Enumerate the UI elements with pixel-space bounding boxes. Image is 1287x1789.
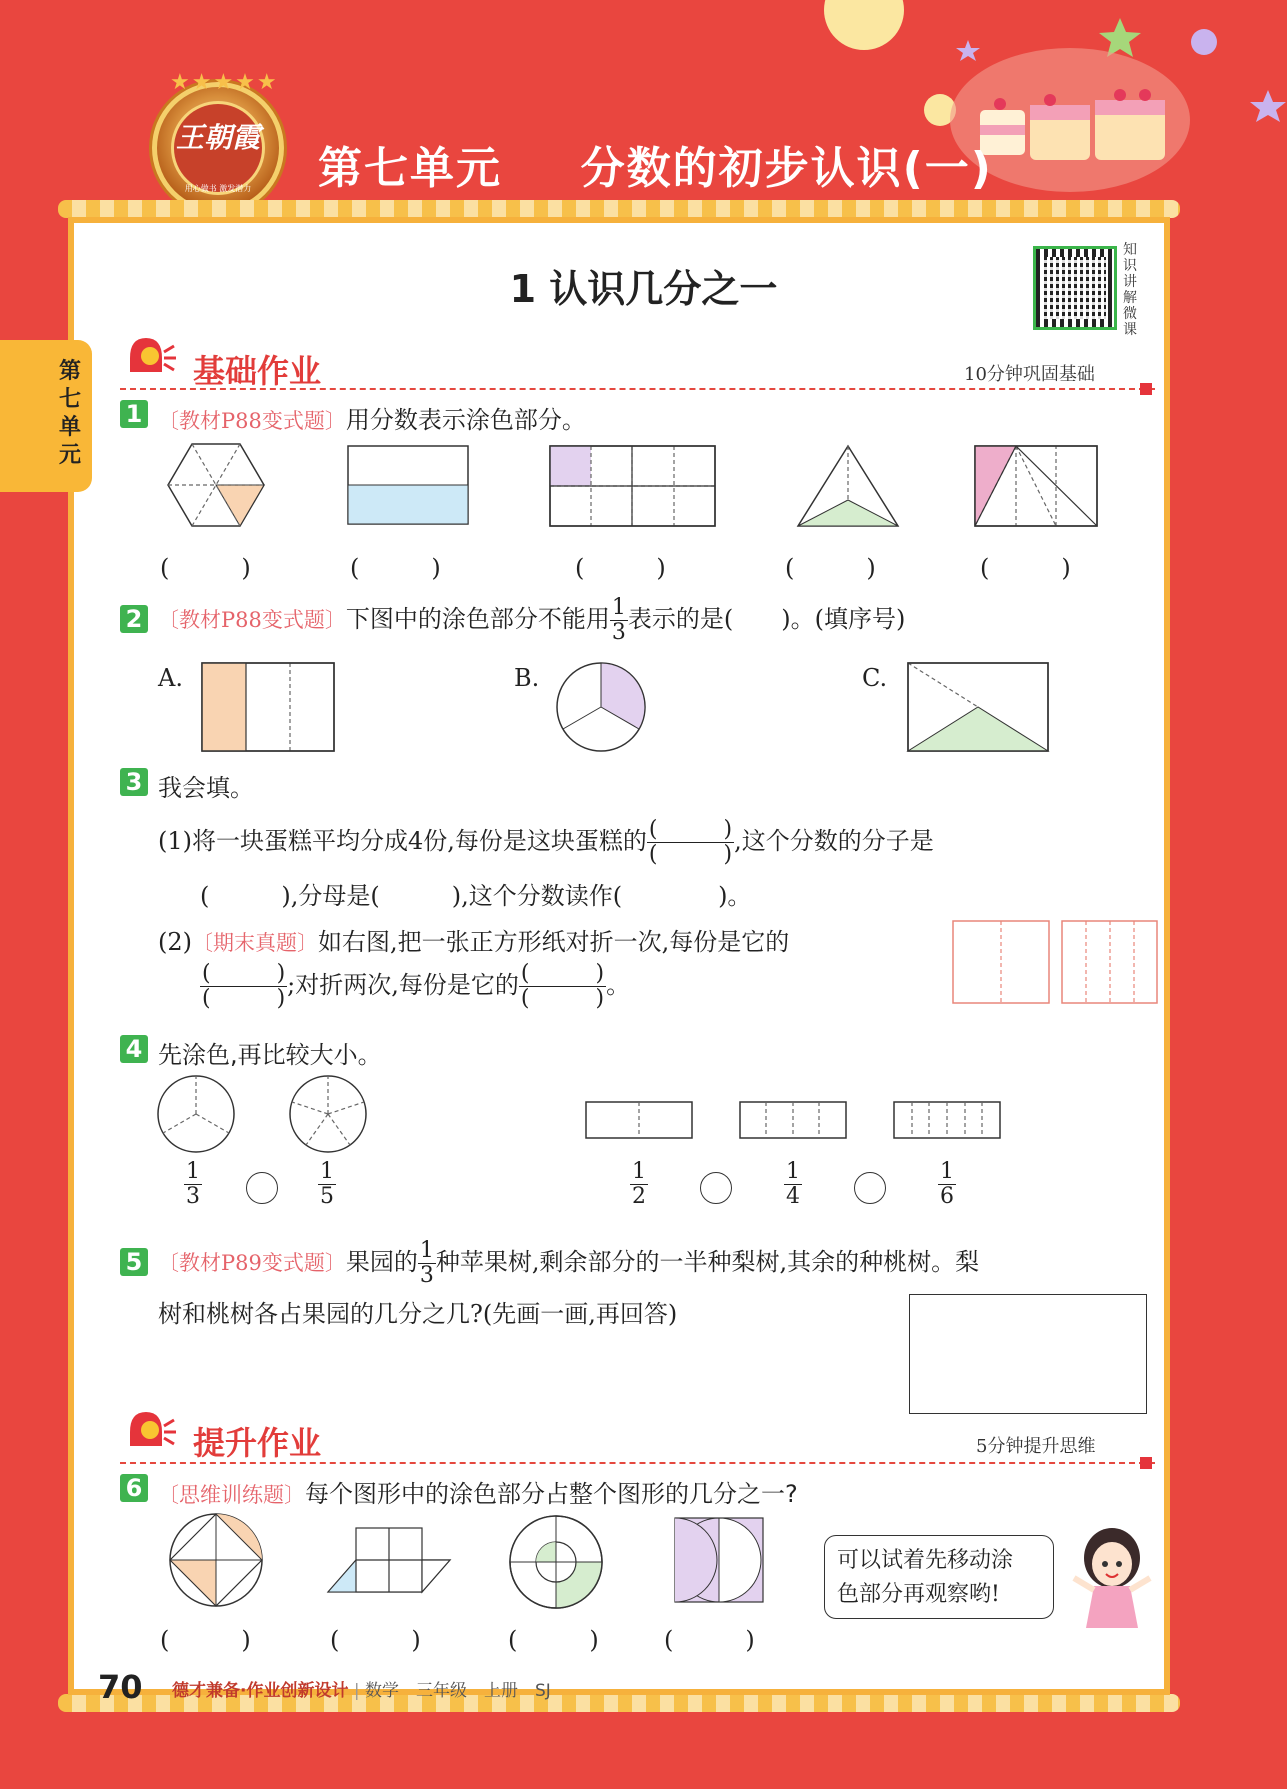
qr-label: 知识讲解微课 — [1123, 242, 1137, 338]
bell-icon — [120, 334, 178, 382]
question-number: 6 — [120, 1474, 148, 1502]
option-c-figure — [908, 663, 1048, 751]
question-tag: 〔思维训练题〕 — [158, 1483, 305, 1507]
q6-figures — [160, 1512, 780, 1612]
section-title-basic: 基础作业 — [193, 352, 322, 390]
section-note-basic: 10分钟巩固基础 — [964, 364, 1095, 385]
footer-subject: 数学 三年级 上册 SJ — [365, 1681, 551, 1701]
unit-title — [318, 132, 993, 196]
question-tag: 〔教材P88变式题〕 — [158, 608, 346, 632]
hint-line: 色部分再观察哟! — [837, 1582, 1000, 1607]
brand-logo-text: 王朝霞 — [175, 121, 260, 154]
fraction: $\frac{1}{3}$ — [186, 1159, 200, 1209]
answer-blank[interactable]: ( ) — [160, 554, 251, 582]
brand-slogan: 用心做书 激发潜力 — [184, 184, 252, 193]
question-tag: 〔教材P88变式题〕 — [158, 409, 346, 433]
answer-blank[interactable]: ( ) — [575, 554, 666, 582]
hint-speech-bubble — [824, 1535, 1054, 1619]
question-text-line2: 树和桃树各占果园的几分之几?(先画一画,再回答) — [158, 1300, 678, 1328]
folded-paper-figures — [950, 918, 1160, 1006]
question-body: 用分数表示涂色部分。 — [345, 406, 586, 434]
bar-sixths — [894, 1102, 1000, 1138]
answer-blank[interactable]: ( ) — [785, 554, 876, 582]
fraction-blank[interactable]: $\frac{( )}{( )}$ — [520, 961, 605, 1011]
question-number: 1 — [120, 400, 148, 428]
bell-icon — [120, 1408, 178, 1456]
q2-figures — [200, 660, 1060, 756]
question-body: 下图中的涂色部分不能用 — [345, 605, 610, 633]
fraction: $\frac{1}{3}$ — [611, 595, 626, 645]
hexagon-figure — [168, 444, 264, 526]
bar-quarters — [740, 1102, 846, 1138]
q4-figures — [150, 1072, 1010, 1156]
question-number: 2 — [120, 605, 148, 633]
question-text: 〔教材P89变式题〕果园的 $\frac{1}{3}$ 种苹果树,剩余部分的一半种梨树,其余的种桃树。梨 — [158, 1238, 980, 1288]
page-number: 70 — [98, 1668, 143, 1706]
question-tag: 〔教材P89变式题〕 — [158, 1251, 346, 1275]
answer-blank[interactable]: ( ) — [508, 1626, 599, 1654]
option-label-c: C. — [862, 664, 888, 692]
answer-blank[interactable]: ( ) — [350, 554, 441, 582]
circle-square-figure — [170, 1514, 262, 1606]
lesson-title: 1 认识几分之一 — [509, 267, 778, 311]
qr-code-icon[interactable] — [1033, 246, 1117, 330]
fraction: $\frac{1}{4}$ — [786, 1159, 800, 1209]
fraction-blank[interactable]: $\frac{( )}{( )}$ — [648, 817, 733, 867]
question-number: 3 — [120, 768, 148, 796]
section-title-advanced: 提升作业 — [193, 1424, 322, 1462]
triangle-figure — [798, 446, 898, 526]
drawing-box[interactable] — [909, 1294, 1147, 1414]
rectangle-half-figure — [348, 446, 468, 524]
divider-end-marker — [1140, 383, 1152, 395]
fraction: $\frac{1}{3}$ — [419, 1238, 434, 1288]
fraction: $\frac{1}{5}$ — [320, 1159, 334, 1209]
question-number: 4 — [120, 1035, 148, 1063]
answer-blank[interactable]: ( ) — [160, 1626, 251, 1654]
circle-fifths — [290, 1076, 366, 1152]
section-divider — [120, 388, 1155, 390]
compare-circle[interactable] — [246, 1172, 278, 1204]
rectangle-triangles-figure — [975, 446, 1097, 526]
q3-part2-line2: $\frac{( )}{( )}$ ;对折两次,每份是它的 $\frac{( )}{( )}$ 。 — [202, 961, 631, 1011]
girl-character-icon — [1068, 1520, 1154, 1636]
option-a-figure — [202, 663, 334, 751]
question-body: 我会填。 — [158, 774, 254, 802]
unit-side-tab-label: 第七单元 — [58, 359, 81, 468]
question-text: 〔思维训练题〕每个图形中的涂色部分占整个图形的几分之一? — [158, 1480, 798, 1508]
section-divider — [120, 1462, 1155, 1464]
semicircles-figure — [675, 1518, 763, 1602]
answer-blank[interactable]: ( ) — [330, 1626, 421, 1654]
answer-blank[interactable]: ( ) — [980, 554, 1071, 582]
unit-label: 第七单元 — [318, 143, 502, 194]
option-label-b: B. — [514, 664, 540, 692]
hint-line: 可以试着先移动涂 — [837, 1548, 1014, 1573]
q3-part2-line1: (2)〔期末真题〕如右图,把一张正方形纸对折一次,每份是它的 — [158, 928, 790, 956]
q1-figures — [150, 440, 1110, 540]
footer-series: 德才兼备·作业创新设计 | 数学 三年级 上册 SJ — [172, 1681, 551, 1701]
badge-stars-icon: ★★★★★ — [170, 70, 279, 95]
option-label-a: A. — [158, 664, 183, 692]
question-text — [158, 400, 586, 435]
fraction: $\frac{1}{2}$ — [632, 1159, 646, 1209]
q3-part1-line1: (1)将一块蛋糕平均分成4份,每份是这块蛋糕的 $\frac{( )}{( )}$ ,这个分数的分子是 — [158, 817, 934, 867]
circle-thirds — [158, 1076, 234, 1152]
question-number: 5 — [120, 1248, 148, 1276]
question-body: 先涂色,再比较大小。 — [158, 1041, 382, 1069]
fraction: $\frac{1}{6}$ — [940, 1159, 954, 1209]
wavy-border-top — [58, 200, 1180, 218]
bar-halves — [586, 1102, 692, 1138]
compare-circle[interactable] — [854, 1172, 886, 1204]
parallelogram-figure — [328, 1528, 450, 1592]
grid-eighths-figure — [550, 446, 715, 526]
brand-badge-logo — [152, 82, 284, 214]
option-b-figure — [557, 663, 645, 751]
q3-part1-line2[interactable]: ( ),分母是( ),这个分数读作( )。 — [200, 882, 752, 910]
question-tag: 〔期末真题〕 — [192, 931, 318, 955]
topic-label: 分数的初步认识(一) — [580, 143, 993, 194]
question-text — [158, 590, 905, 649]
ring-figure — [510, 1516, 602, 1608]
question-body: 表示的是( )。(填序号) — [627, 605, 906, 633]
divider-end-marker — [1140, 1457, 1152, 1469]
compare-circle[interactable] — [700, 1172, 732, 1204]
section-note-advanced: 5分钟提升思维 — [976, 1436, 1096, 1457]
fraction-blank[interactable]: $\frac{( )}{( )}$ — [202, 961, 286, 1011]
answer-blank[interactable]: ( ) — [664, 1626, 755, 1654]
